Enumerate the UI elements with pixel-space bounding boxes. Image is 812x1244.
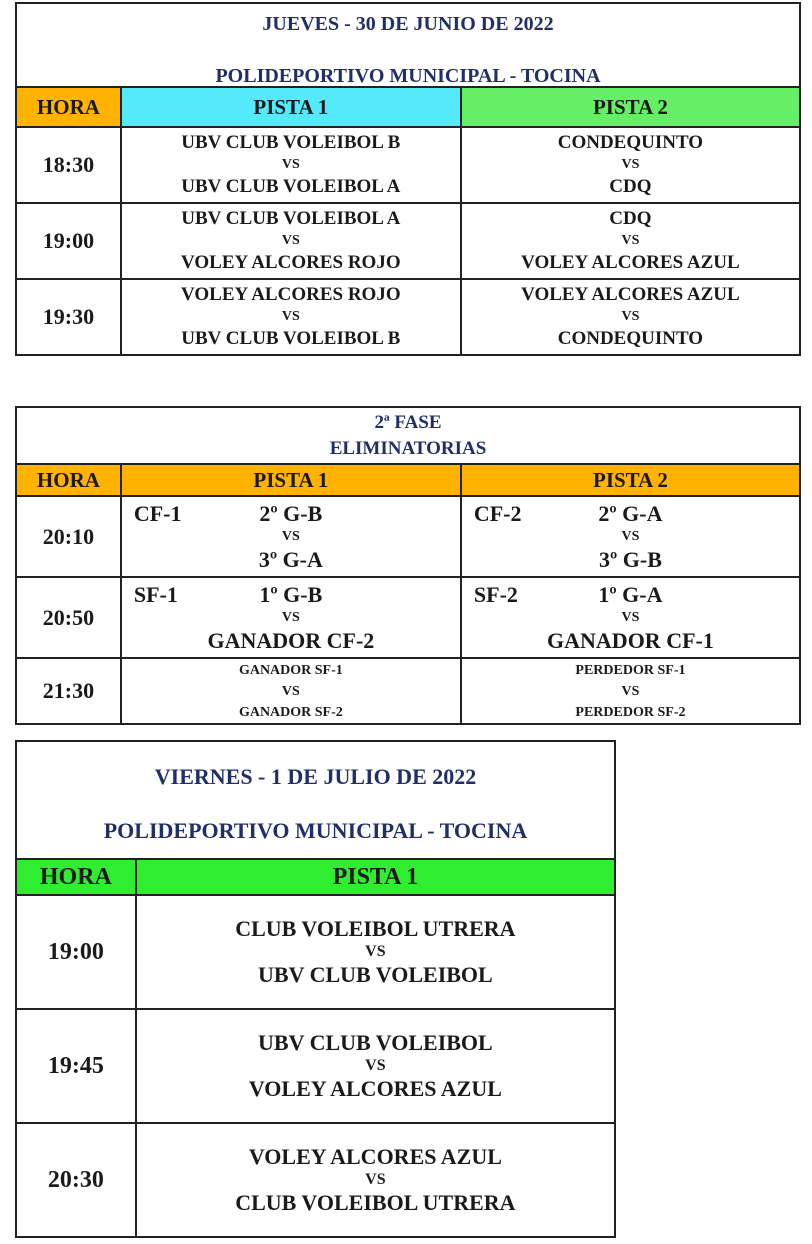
away-team: PERDEDOR SF-2 — [575, 704, 686, 720]
table-row — [16, 127, 800, 203]
vs-label: VS — [621, 233, 640, 248]
home-team: GANADOR SF-1 — [238, 662, 343, 678]
table-row — [16, 1009, 615, 1123]
match-time: 20:30 — [16, 1123, 136, 1237]
home-team: VOLEY ALCORES ROJO — [181, 284, 401, 305]
pista2-header: PISTA 2 — [461, 464, 800, 496]
home-team: CLUB VOLEIBOL UTRERA — [235, 916, 516, 941]
away-team: CDQ — [609, 176, 652, 197]
day-title: JUEVES - 30 DE JUNIO DE 2022 — [262, 13, 554, 35]
match-time: 19:30 — [16, 279, 121, 355]
home-team: 2º G-B — [259, 500, 323, 526]
vs-label: VS — [281, 233, 300, 248]
away-team: GANADOR CF-2 — [207, 627, 375, 653]
vs-label: VS — [621, 609, 640, 625]
match-cell — [461, 127, 800, 203]
match-cell — [461, 577, 800, 658]
home-team: CDQ — [609, 208, 652, 229]
match-time: 19:45 — [16, 1009, 136, 1123]
match-time: 20:50 — [16, 577, 121, 658]
pista1-header: PISTA 1 — [121, 464, 461, 496]
away-team: UBV CLUB VOLEIBOL — [258, 962, 493, 987]
away-team: 3º G-B — [599, 546, 662, 572]
match-cell — [121, 577, 461, 658]
away-team: CLUB VOLEIBOL UTRERA — [235, 1190, 516, 1215]
pista1-header: PISTA 1 — [121, 87, 461, 127]
home-team: 1º G-A — [598, 581, 663, 607]
away-team: VOLEY ALCORES AZUL — [248, 1076, 502, 1101]
vs-label: VS — [621, 309, 640, 324]
table-row — [16, 1123, 615, 1237]
schedule-table-jueves — [15, 2, 801, 356]
home-team: UBV CLUB VOLEIBOL B — [181, 132, 401, 153]
match-code: CF-1 — [133, 501, 182, 526]
match-time: 19:00 — [16, 203, 121, 279]
schedule-table-eliminatorias — [15, 406, 801, 725]
pista2-header: PISTA 2 — [461, 87, 800, 127]
vs-label: VS — [281, 528, 300, 544]
match-cell — [136, 895, 615, 1009]
table-title — [16, 741, 615, 859]
vs-label: VS — [621, 157, 640, 172]
match-cell — [136, 1123, 615, 1237]
away-team: VOLEY ALCORES AZUL — [521, 252, 740, 273]
table-row — [16, 577, 800, 658]
table-row — [16, 496, 800, 577]
away-team: VOLEY ALCORES ROJO — [181, 252, 401, 273]
away-team: GANADOR CF-1 — [547, 627, 714, 653]
vs-label: VS — [281, 157, 300, 172]
match-cell — [136, 1009, 615, 1123]
match-code: SF-2 — [473, 582, 518, 607]
away-team: GANADOR SF-2 — [238, 704, 343, 720]
vs-label: VS — [365, 1057, 386, 1074]
hora-header: HORA — [16, 464, 121, 496]
vs-label: VS — [365, 943, 386, 960]
home-team: UBV CLUB VOLEIBOL — [258, 1030, 493, 1055]
match-cell — [121, 203, 461, 279]
vs-label: VS — [621, 683, 640, 699]
match-cell — [121, 496, 461, 577]
phase-subtitle: ELIMINATORIAS — [329, 437, 487, 459]
away-team: UBV CLUB VOLEIBOL B — [181, 328, 401, 349]
home-team: VOLEY ALCORES AZUL — [248, 1144, 502, 1169]
vs-label: VS — [365, 1171, 386, 1188]
match-code: CF-2 — [473, 501, 522, 526]
match-cell — [121, 127, 461, 203]
away-team: UBV CLUB VOLEIBOL A — [181, 176, 401, 197]
hora-header: HORA — [16, 859, 136, 895]
match-time: 18:30 — [16, 127, 121, 203]
vs-label: VS — [281, 609, 300, 625]
hora-header: HORA — [16, 87, 121, 127]
phase-title: 2ª FASE — [374, 411, 442, 433]
day-title: VIERNES - 1 DE JULIO DE 2022 — [154, 764, 477, 789]
pista1-header: PISTA 1 — [136, 859, 615, 895]
match-cell — [121, 658, 461, 724]
home-team: UBV CLUB VOLEIBOL A — [181, 208, 401, 229]
match-cell — [121, 279, 461, 355]
table-row — [16, 895, 615, 1009]
match-time: 21:30 — [16, 658, 121, 724]
venue-title: POLIDEPORTIVO MUNICIPAL - TOCINA — [103, 818, 528, 843]
match-cell — [461, 203, 800, 279]
match-cell — [461, 279, 800, 355]
home-team: 1º G-B — [259, 581, 323, 607]
table-row — [16, 203, 800, 279]
table-title — [16, 407, 800, 464]
vs-label: VS — [281, 683, 300, 699]
schedule-table-viernes — [15, 740, 616, 1238]
match-cell — [461, 496, 800, 577]
match-cell — [461, 658, 800, 724]
venue-title: POLIDEPORTIVO MUNICIPAL - TOCINA — [215, 65, 601, 87]
away-team: CONDEQUINTO — [557, 328, 704, 349]
match-time: 19:00 — [16, 895, 136, 1009]
vs-label: VS — [281, 309, 300, 324]
match-time: 20:10 — [16, 496, 121, 577]
table-row — [16, 279, 800, 355]
home-team: CONDEQUINTO — [557, 132, 704, 153]
table-row — [16, 658, 800, 724]
away-team: 3º G-A — [258, 546, 323, 572]
table-title — [16, 3, 800, 87]
home-team: PERDEDOR SF-1 — [575, 662, 686, 678]
vs-label: VS — [621, 528, 640, 544]
home-team: 2º G-A — [598, 500, 663, 526]
match-code: SF-1 — [133, 582, 178, 607]
home-team: VOLEY ALCORES AZUL — [521, 284, 740, 305]
